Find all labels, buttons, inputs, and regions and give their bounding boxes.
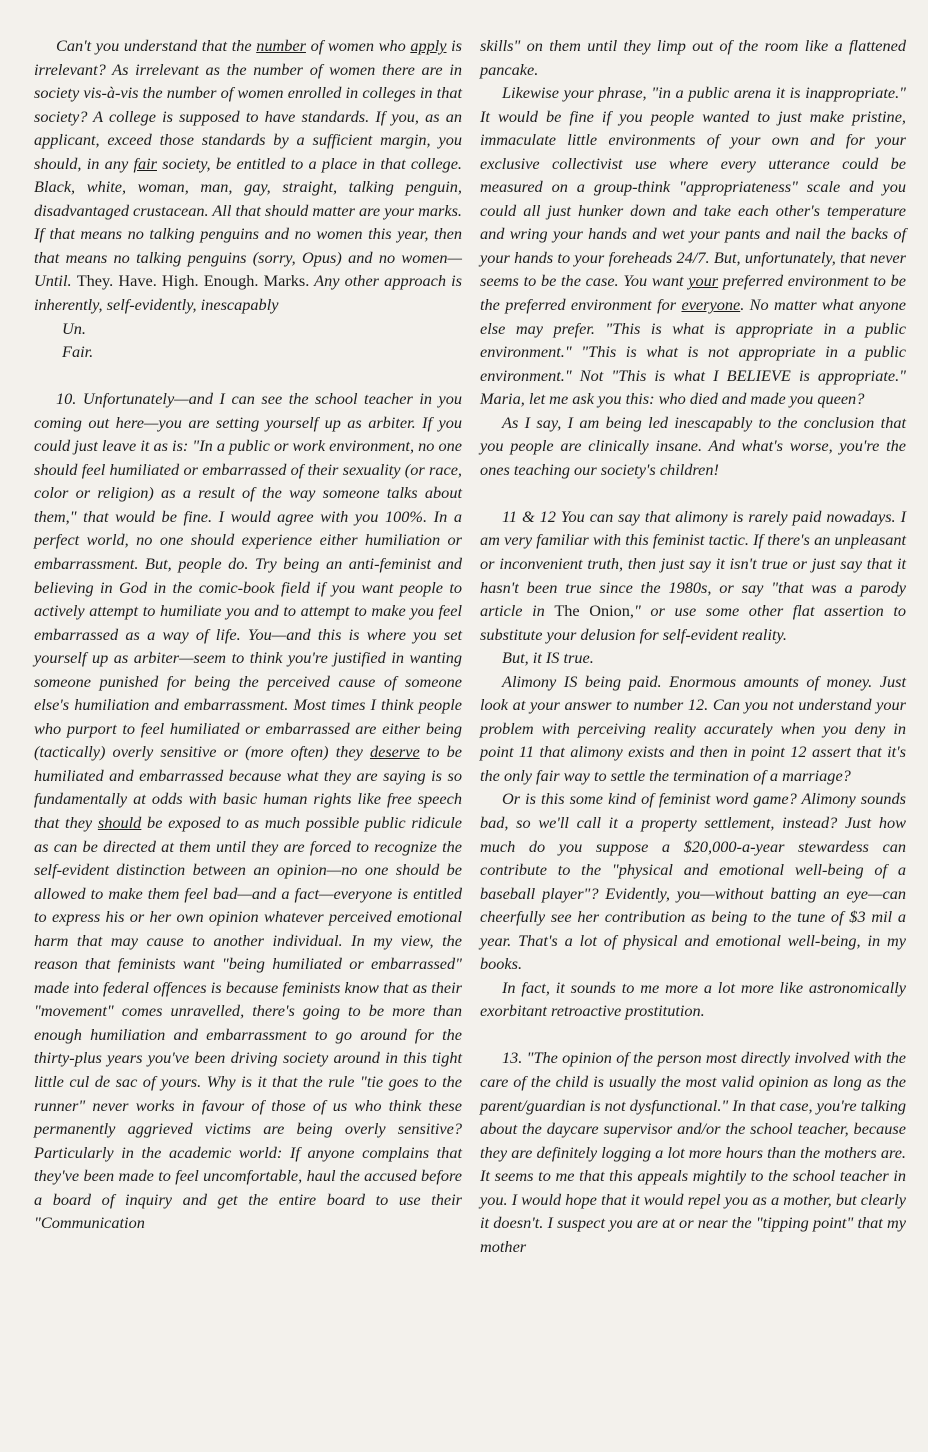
paragraph-point-13: 13. "The opinion of the person most directly involved with the care of the child is usually the most valid opinion as long as the parent/guardian is not dysfunctional." In that case, you're talking about the daycare supervisor and/or the school teacher, because they are definitely logging a lot more hours than the mothers are. It seems to me that this appeals mightily to the school teacher in you. I would hope that it would repel you as a mother, but clearly it doesn't. I suspect you are at or near the "tipping point" that my mother bbox=[480, 1048, 906, 1256]
paragraph-public-arena: Likewise your phrase, "in a public arena it is inappropriate." It would be fine if you people wanted to just make pristine, immaculate little environments of your own and for your exclusive collectivist use where every utterance could be measured on a group-think "appropriateness" scale and you could all just hunker down and take each other's temperature and wring your hands and wet your pants and nail the backs of your hands to your foreheads 24/7. But, unfortunately, that never seems to be the case. You want your preferred environment to be the preferred environment for everyone. No matter what anyone else may prefer. "This is what is appropriate in a public environment." "This is what is not appropriate in a public environment." Not "This is what I BELIEVE is appropriate." Maria, let me ask you this: who died and made you queen? bbox=[480, 83, 907, 409]
right-column bbox=[480, 34, 906, 1258]
paragraph-conclusion: As I say, I am being led inescapably to the conclusion that you people are clinically insane. And what's worse, you're the ones teaching our society's children! bbox=[480, 412, 906, 479]
fair-line: Fair. bbox=[62, 342, 94, 362]
underlined-apply: apply bbox=[410, 36, 447, 55]
paragraph-point-10: 10. Unfortunately—and I can see the school teacher in you coming out here—you are setting yourself up as arbiter. If you could just leave it as is: "In a public or work environment, no one should feel humiliated or embarrassed of their sexuality (or race, color or religion) as a result of the way someone talks about them," that would be fine. I would agree with you 100%. In a perfect world, no one should experience either humiliation or embarrassment. But, people do. Try being an anti-feminist and believing in God in the comic-book field if you want people to actively attempt to humiliate you and to attempt to make you feel embarrassed as a way of life. You—and this is where you set yourself up as arbiter—seem to think you're justified in wanting someone punished for being the perceived cause of someone else's humiliation and embarrassment. Most times I think people who purport to feel humiliated or embarrassed are either being (tactically) overly sensitive or (more often) they deserve to be humiliated and embarrassed because what they are saying is so fundamentally at odds with basic human rights like free speech that they should be exposed to as much possible public ridicule as can be directed at them until they are forced to recognize the self-evident distinction between an opinion—no one should be allowed to make them feel bad—and a fact—everyone is entitled to express his or her own opinion whatever perceived emotional harm that may cause to another individual. In my view, the reason that feminists want "being humiliated or embarrassed" made into federal offences is because feminists know that as their "movement" comes unravelled, there's going to be more than enough humiliation and embarrassment to go around for the thirty-plus years you've been driving society around in this tight little cul de sac of yours. Why is it that the rule "tie goes to the runner" never works in favour of those of us who think these permanently aggrieved victims are being overly sensitive? Particularly in the academic world: If anyone complains that they've been made to feel uncomfortable, haul the accused before a board of inquiry and get the entire board to use their "Communication bbox=[34, 389, 462, 1233]
paragraph-it-is-true: But, it IS true. bbox=[502, 648, 594, 668]
underlined-your: your bbox=[688, 271, 719, 291]
un-line: Un. bbox=[62, 318, 86, 338]
publication-title: The Onion, bbox=[554, 601, 634, 621]
paragraph-continuation: skills" on them until they limp out of the room like a flattened pancake. bbox=[480, 36, 906, 79]
paragraph-college-standards: Can't you understand that the number of women who apply is irrelevant? As irrelevant as the number of women there are in society vis-à-vis the number of women enrolled in colleges in that society? A college is supposed to have standards. If you, as an applicant, exceed those standards by a sufficient margin, you should, in any fair society, be entitled to a place in that college. Black, white, woman, man, gay, straight, talking penguin, disadvantaged crustacean. All that should matter are your marks. If that means no talking penguins and no women this year, then that means no talking penguins (sorry, Opus) and no women—Until. They. Have. High. Enough. Marks. Any other approach is inherently, self-evidently, inescapably bbox=[34, 36, 462, 315]
left-column bbox=[34, 34, 462, 1235]
underlined-number: number bbox=[256, 36, 306, 55]
underlined-deserve: deserve bbox=[369, 742, 420, 762]
upright-emphasis: They. Have. High. Enough. Marks. bbox=[76, 271, 310, 291]
paragraph-prostitution: In fact, it sounds to me more a lot more like astronomically exorbitant retroactive prostitution. bbox=[480, 977, 906, 1021]
underlined-everyone: everyone bbox=[681, 295, 741, 315]
underlined-fair: fair bbox=[133, 153, 157, 173]
underlined-should: should bbox=[97, 813, 142, 832]
paragraph-point-11-12: 11 & 12 You can say that alimony is rarely paid nowadays. I am very familiar with this feminist tactic. If there's an unpleasant or inconvenient truth, then just say it isn't true or just say that it hasn't been true since the 1980s, or say "that was a parody article in The Onion," or use some other flat assertion to substitute your delusion for self-evident reality. bbox=[480, 506, 906, 644]
paragraph-word-game: Or is this some kind of feminist word game? Alimony sounds bad, so we'll call it a property settlement, instead? Just how much do you suppose a $20,000-a-year stewardess can contribute to the "physical and emotional well-being of a baseball player"? Evidently, you—without batting an eye—can cheerfully see her contribution as being to the tune of $3 mil a year. That's a lot of physical and emotional well-being, in my books. bbox=[480, 789, 906, 974]
paragraph-alimony-paid: Alimony IS being paid. Enormous amounts of money. Just look at your answer to number 12. Can you not understand your problem with perceiving reality accurately when you deny in point 11 that alimony exists and then in point 12 assert that it's the only fair way to settle the termination of a marriage? bbox=[480, 671, 906, 785]
